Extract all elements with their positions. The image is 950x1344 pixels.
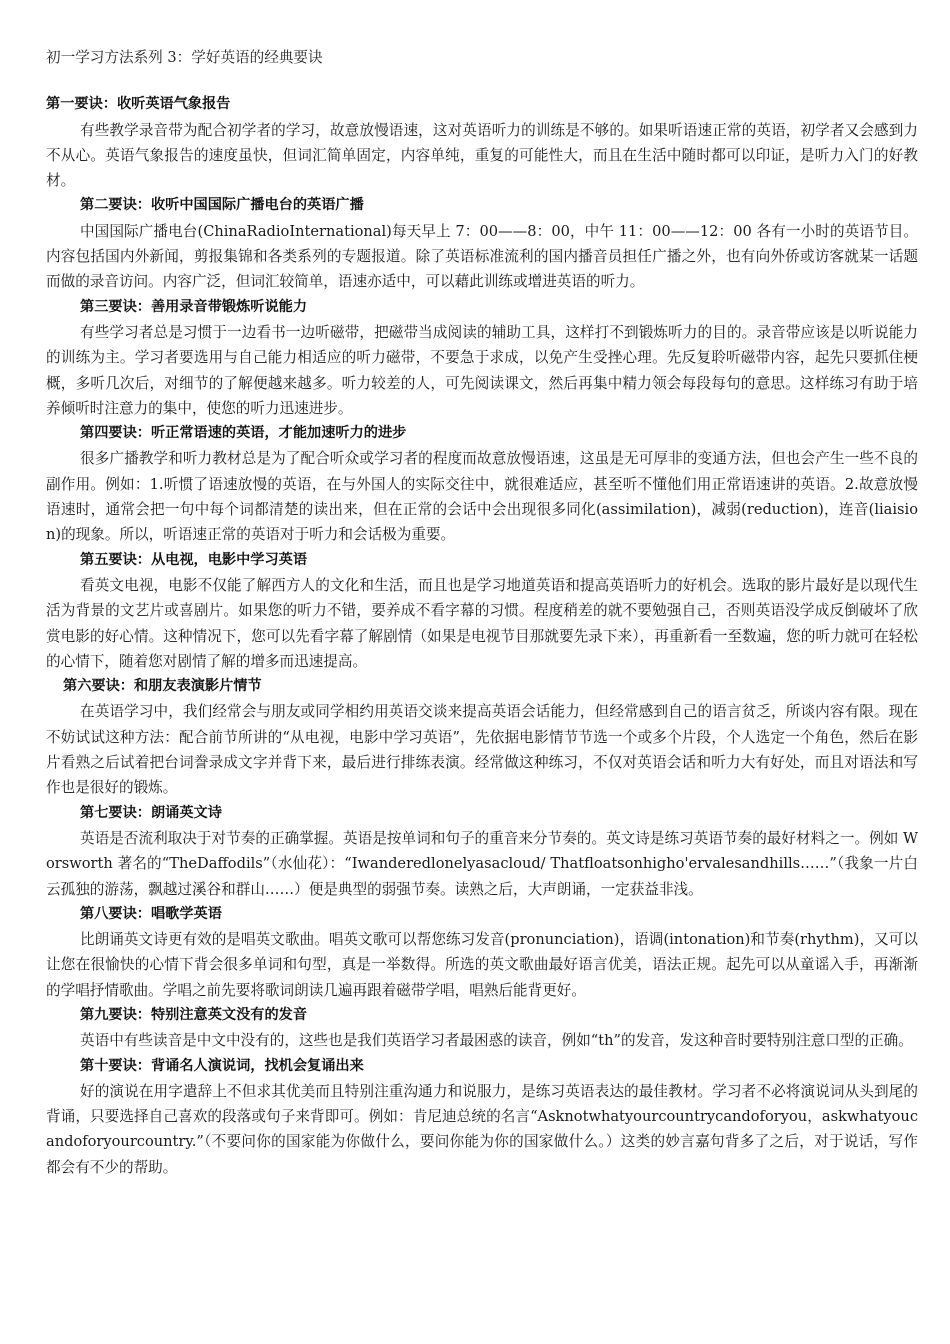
section-body: 在英语学习中，我们经常会与朋友或同学相约用英语交谈来提高英语会话能力，但经常感到自己的语言贫乏，所谈内容有限。现在不妨试试这种方法：配合前节所讲的“从电视，电影中学习英语”，先依据电影情节节选一个或多个片段，个人选定一个角色，然后在影片看熟之后试着把台词誊录成文字并背下来，最后进行排练表演。经常做这种练习，不仅对英语会话和听力大有好处，而且对语法和写作也是很好的锻炼。 — [46, 703, 918, 797]
section-heading: 第四要诀：听正常语速的英语，才能加速听力的进步 — [80, 425, 407, 442]
section-3 — [46, 295, 918, 421]
section-body: 英语是否流利取决于对节奏的正确掌握。英语是按单词和句子的重音来分节奏的。英文诗是练习英语节奏的最好材料之一。例如 Worsworth 著名的“TheDaffodils”（水仙花）：“Iwanderedlonelyasacloud/ Thatfloatsonhigho'ervalesandhills……”（我象一片白云孤独的游荡，飘越过溪谷和群山……）便是典型的弱强节奏。读熟之后，大声朗诵，一定获益非浅。 — [46, 829, 918, 898]
section-9 — [46, 1003, 918, 1054]
section-heading: 第一要诀：收听英语气象报告 — [46, 96, 231, 113]
section-heading: 第八要诀：唱歌学英语 — [80, 905, 222, 922]
section-heading: 第六要诀：和朋友表演影片情节 — [63, 678, 262, 695]
section-7 — [46, 801, 918, 902]
section-heading: 第七要诀：朗诵英文诗 — [80, 804, 222, 821]
section-2 — [46, 193, 918, 294]
section-8 — [46, 902, 918, 1003]
section-heading: 第九要诀：特别注意英文没有的发音 — [80, 1006, 308, 1023]
section-body: 中国国际广播电台(ChinaRadioInternational)每天早上 7：00——8：00，中午 11：00——12：00 各有一小时的英语节目。内容包括国内外新闻，剪报集锦和各类系列的专题报道。除了英语标准流利的国内播音员担任广播之外，也有向外侨或访客就某一话题而做的录音访问。内容广泛，但词汇较简单，语速亦适中，可以藉此训练或增进英语的听力。 — [46, 222, 918, 291]
section-body: 比朗诵英文诗更有效的是唱英文歌曲。唱英文歌可以帮您练习发音(pronunciation)，语调(intonation)和节奏(rhythm)，又可以让您在很愉快的心情下背会很多单词和句型，真是一举数得。所选的英文歌曲最好语言优美，语法正规。起先可以从童谣入手，再渐渐的学唱抒情歌曲。学唱之前先要将歌词朗读几遍再跟着磁带学唱，唱熟后能背更好。 — [46, 931, 918, 999]
section-5 — [46, 548, 918, 674]
document-title: 初一学习方法系列 3：学好英语的经典要诀 — [46, 49, 323, 66]
section-heading: 第五要诀：从电视，电影中学习英语 — [80, 551, 308, 568]
section-body: 有些学习者总是习惯于一边看书一边听磁带，把磁带当成阅读的辅助工具，这样打不到锻炼听力的目的。录音带应该是以听说能力的训练为主。学习者要选用与自己能力相适应的听力磁带，不要急于求成，以免产生受挫心理。先反复聆听磁带内容，起先只要抓住梗概，多听几次后，对细节的了解便越来越多。听力较差的人，可先阅读课文，然后再集中精力领会每段每句的意思。这样练习有助于培养倾听时注意力的集中，使您的听力迅速进步。 — [46, 323, 918, 417]
section-body: 英语中有些读音是中文中没有的，这些也是我们英语学习者最困惑的读音，例如“th”的发音，发这种音时要特别注意口型的正确。 — [80, 1032, 913, 1050]
section-heading: 第十要诀：背诵名人演说词，找机会复诵出来 — [80, 1057, 364, 1074]
section-body: 好的演说在用字遣辞上不但求其优美而且特别注重沟通力和说服力，是练习英语表达的最佳教材。学习者不必将演说词从头到尾的背诵，只要选择自己喜欢的段落或句子来背即可。例如：肯尼迪总统的名言“Asknotwhatyourcountrycandoforyou，askwhatyoucandoforyourcountry.”（不要问你的国家能为你做什么，要问你能为你的国家做什么。）这类的妙言嘉句背多了之后，对于说话，写作都会有不少的帮助。 — [46, 1082, 918, 1176]
section-body: 很多广播教学和听力教材总是为了配合听众或学习者的程度而故意放慢语速，这虽是无可厚非的变通方法，但也会产生一些不良的副作用。例如：1.听惯了语速放慢的英语，在与外国人的实际交往中，就很难适应，甚至听不懂他们用正常语速讲的英语。2.故意放慢语速时，通常会把一句中每个词都清楚的读出来，但在正常的会话中会出现很多同化(assimilation)，减弱(reduction)，连音(liaision)的现象。所以，听语速正常的英语对于听力和会话极为重要。 — [46, 450, 918, 544]
section-body: 有些教学录音带为配合初学者的学习，故意放慢语速，这对英语听力的训练是不够的。如果听语速正常的英语，初学者又会感到力不从心。英语气象报告的速度虽快，但词汇简单固定，内容单纯，重复的可能性大，而且在生活中随时都可以印证，是听力入门的好教材。 — [46, 121, 918, 190]
section-body: 看英文电视，电影不仅能了解西方人的文化和生活，而且也是学习地道英语和提高英语听力的好机会。选取的影片最好是以现代生活为背景的文艺片或喜剧片。如果您的听力不错，要养成不看字幕的习惯。程度稍差的就不要勉强自己，否则英语没学成反倒破坏了欣赏电影的好心情。这种情况下，您可以先看字幕了解剧情（如果是电视节目那就要先录下来），再重新看一至数遍，您的听力就可在轻松的心情下，随着您对剧情了解的增多而迅速提高。 — [46, 576, 918, 670]
section-heading: 第二要诀：收听中国国际广播电台的英语广播 — [80, 197, 364, 214]
section-6 — [46, 674, 918, 800]
section-10 — [46, 1054, 918, 1180]
section-1 — [46, 92, 918, 193]
section-4 — [46, 421, 918, 547]
document-page — [46, 45, 918, 1180]
section-heading: 第三要诀：善用录音带锻炼听说能力 — [80, 298, 308, 315]
